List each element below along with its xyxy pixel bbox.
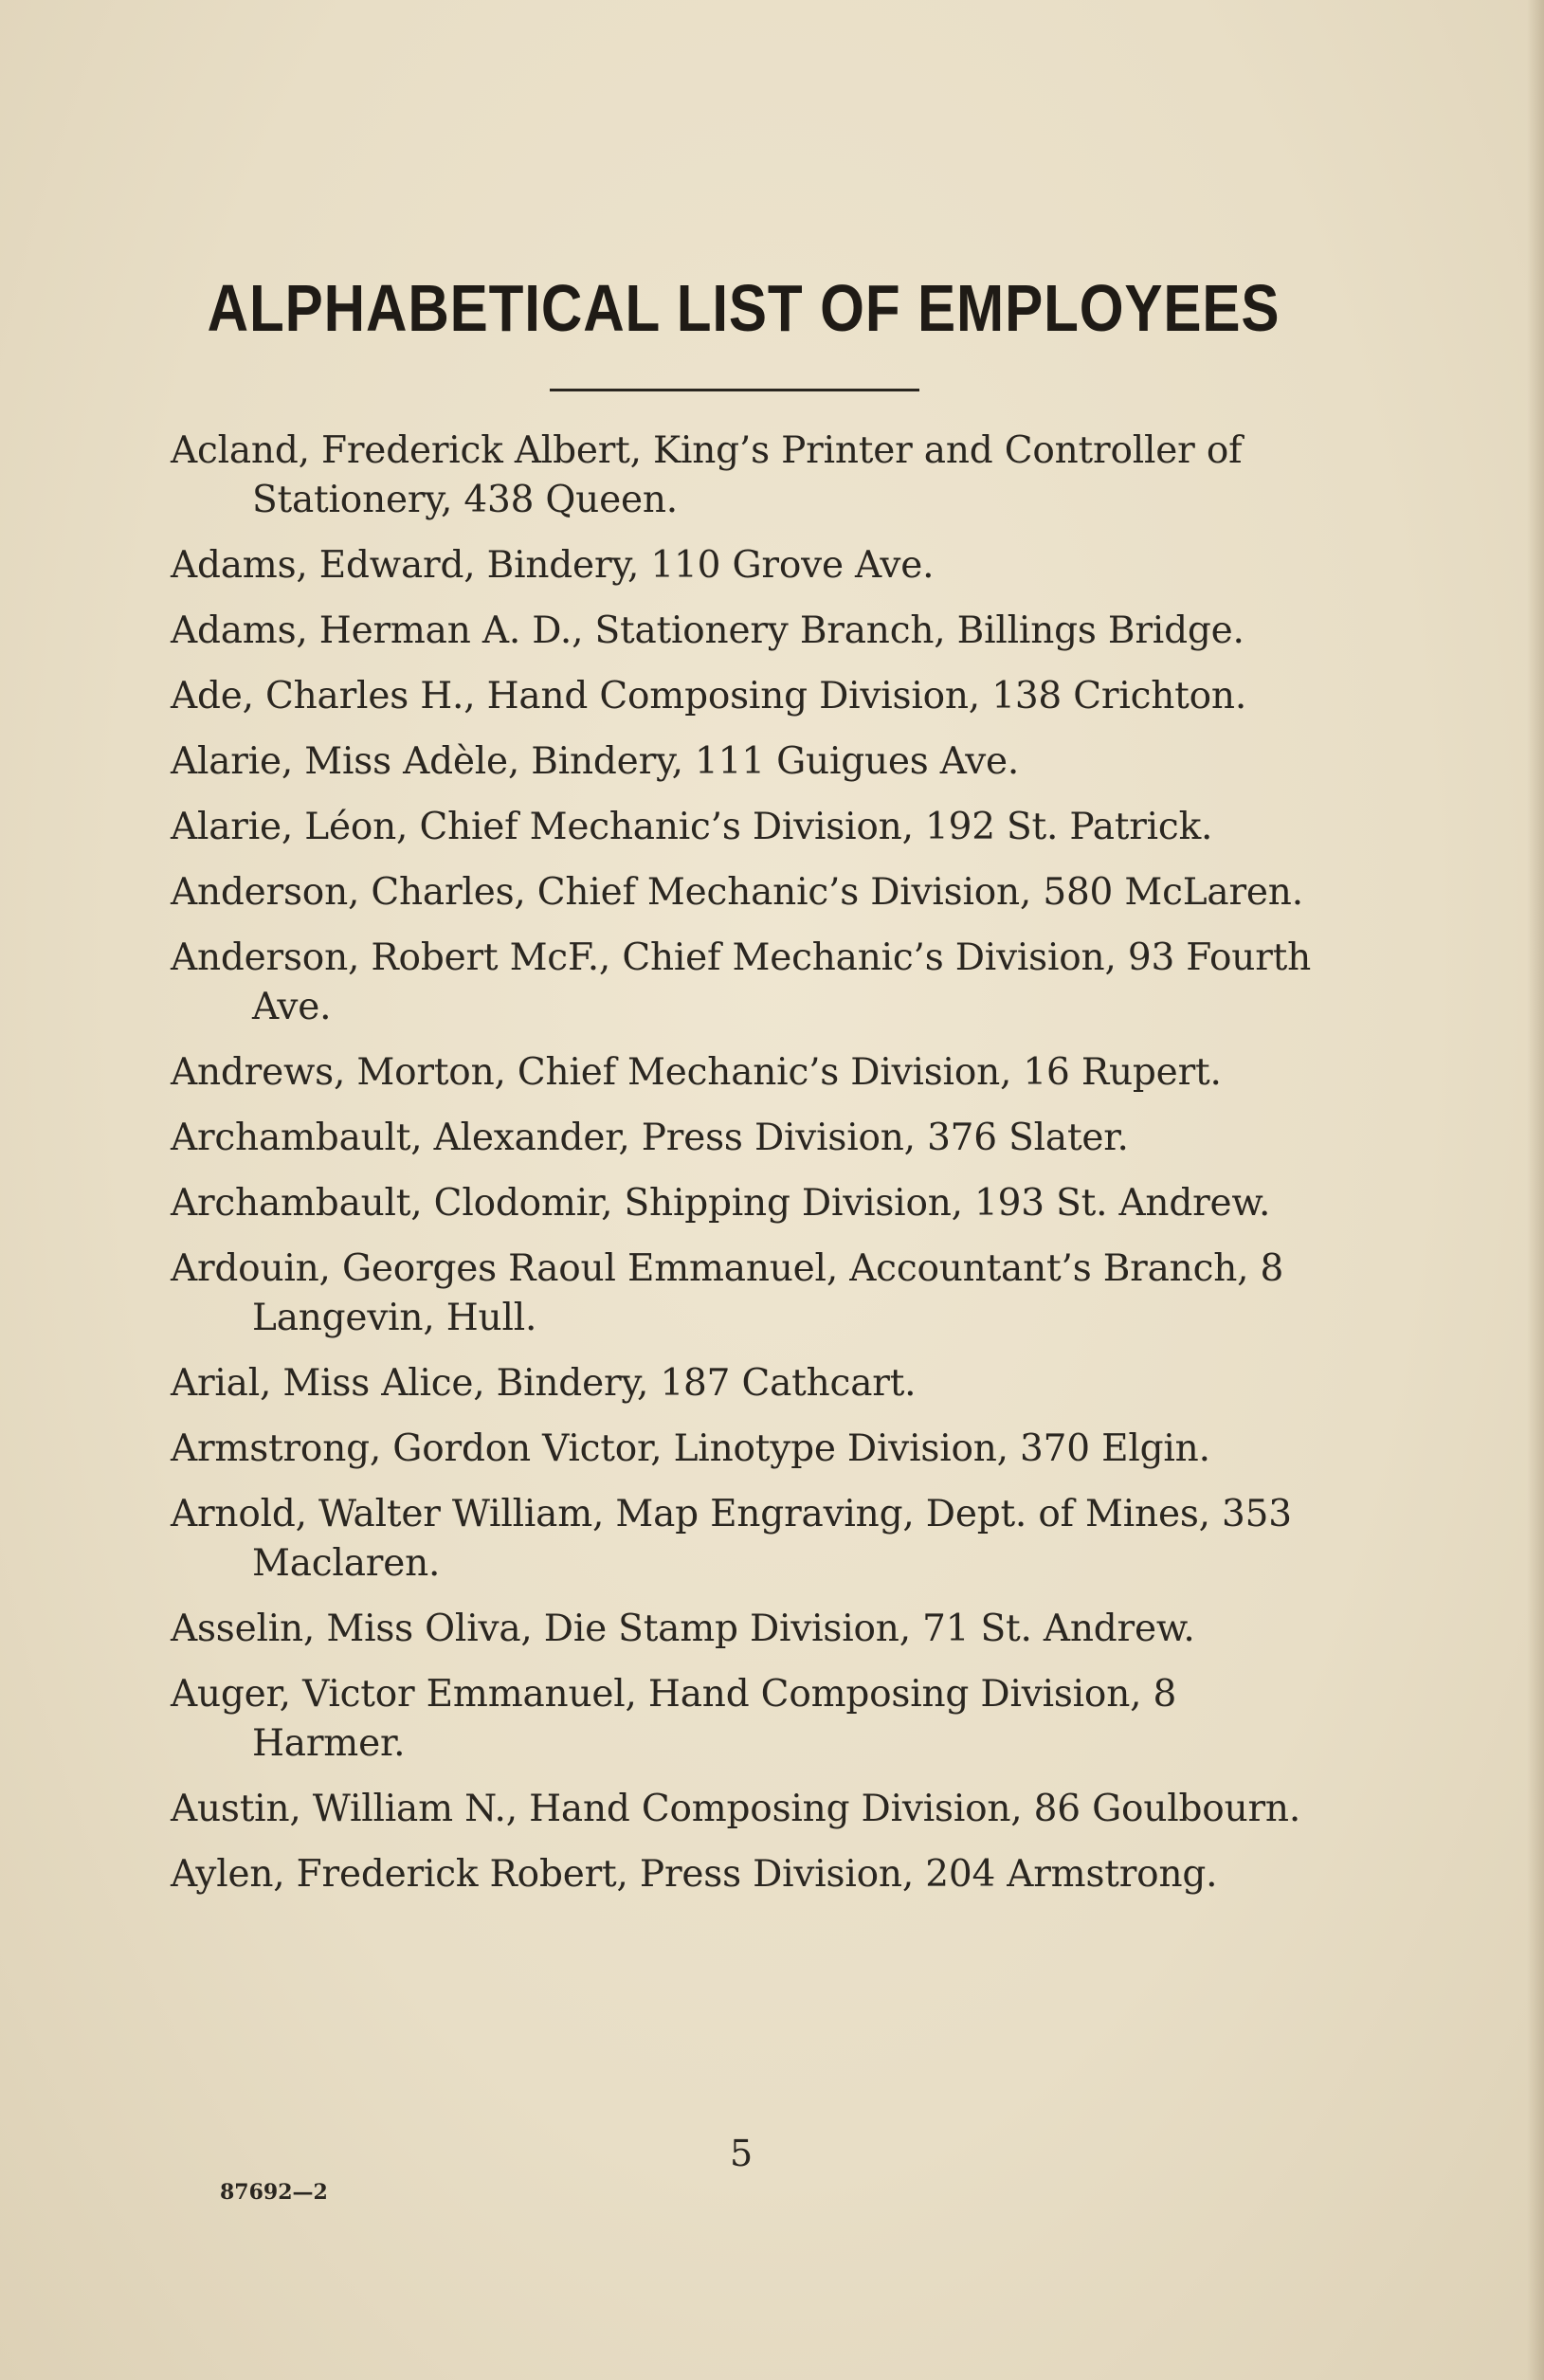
employee-entry: Alarie, Miss Adèle, Bindery, 111 Guigues Ave. [171, 740, 1020, 783]
employee-entry: Armstrong, Gordon Victor, Linotype Division, 370 Elgin. [171, 1427, 1210, 1470]
title-rule [550, 389, 919, 391]
page-edge-shadow [1527, 0, 1544, 2380]
employee-entry: Alarie, Léon, Chief Mechanic’s Division, 192 St. Patrick. [171, 806, 1213, 848]
employee-list [171, 427, 1317, 1916]
employee-entry: Adams, Herman A. D., Stationery Branch, Billings Bridge. [171, 609, 1244, 652]
page-title: ALPHABETICAL LIST OF EMPLOYEES [207, 271, 1281, 345]
employee-entry: Arnold, Walter William, Map Engraving, Dept. of Mines, 353 Maclaren. [171, 1493, 1292, 1585]
employee-entry: Anderson, Robert McF., Chief Mechanic’s Division, 93 Fourth Ave. [171, 936, 1312, 1028]
employee-entry: Ardouin, Georges Raoul Emmanuel, Accountant’s Branch, 8 Langevin, Hull. [171, 1247, 1284, 1339]
employee-entry: Andrews, Morton, Chief Mechanic’s Division, 16 Rupert. [171, 1051, 1222, 1094]
employee-entry: Acland, Frederick Albert, King’s Printer and Controller of Stationery, 438 Queen. [171, 429, 1243, 521]
employee-entry: Archambault, Alexander, Press Division, 376 Slater. [171, 1117, 1129, 1159]
employee-entry: Archambault, Clodomir, Shipping Division, 193 St. Andrew. [171, 1182, 1271, 1225]
employee-entry: Anderson, Charles, Chief Mechanic’s Division, 580 McLaren. [171, 871, 1303, 914]
employee-entry: Aylen, Frederick Robert, Press Division, 204 Armstrong. [171, 1853, 1218, 1896]
signature-mark: 87692—2 [220, 2180, 328, 2205]
employee-entry: Asselin, Miss Oliva, Die Stamp Division, 71 St. Andrew. [171, 1608, 1195, 1650]
employee-entry: Arial, Miss Alice, Bindery, 187 Cathcart. [171, 1362, 917, 1405]
employee-entry: Auger, Victor Emmanuel, Hand Composing Division, 8 Harmer. [171, 1673, 1177, 1765]
employee-entry: Ade, Charles H., Hand Composing Division, 138 Crichton. [171, 675, 1247, 718]
employee-entry: Adams, Edward, Bindery, 110 Grove Ave. [171, 544, 935, 587]
employee-entry: Austin, William N., Hand Composing Division, 86 Goulbourn. [171, 1788, 1301, 1830]
page-number: 5 [730, 2133, 754, 2174]
